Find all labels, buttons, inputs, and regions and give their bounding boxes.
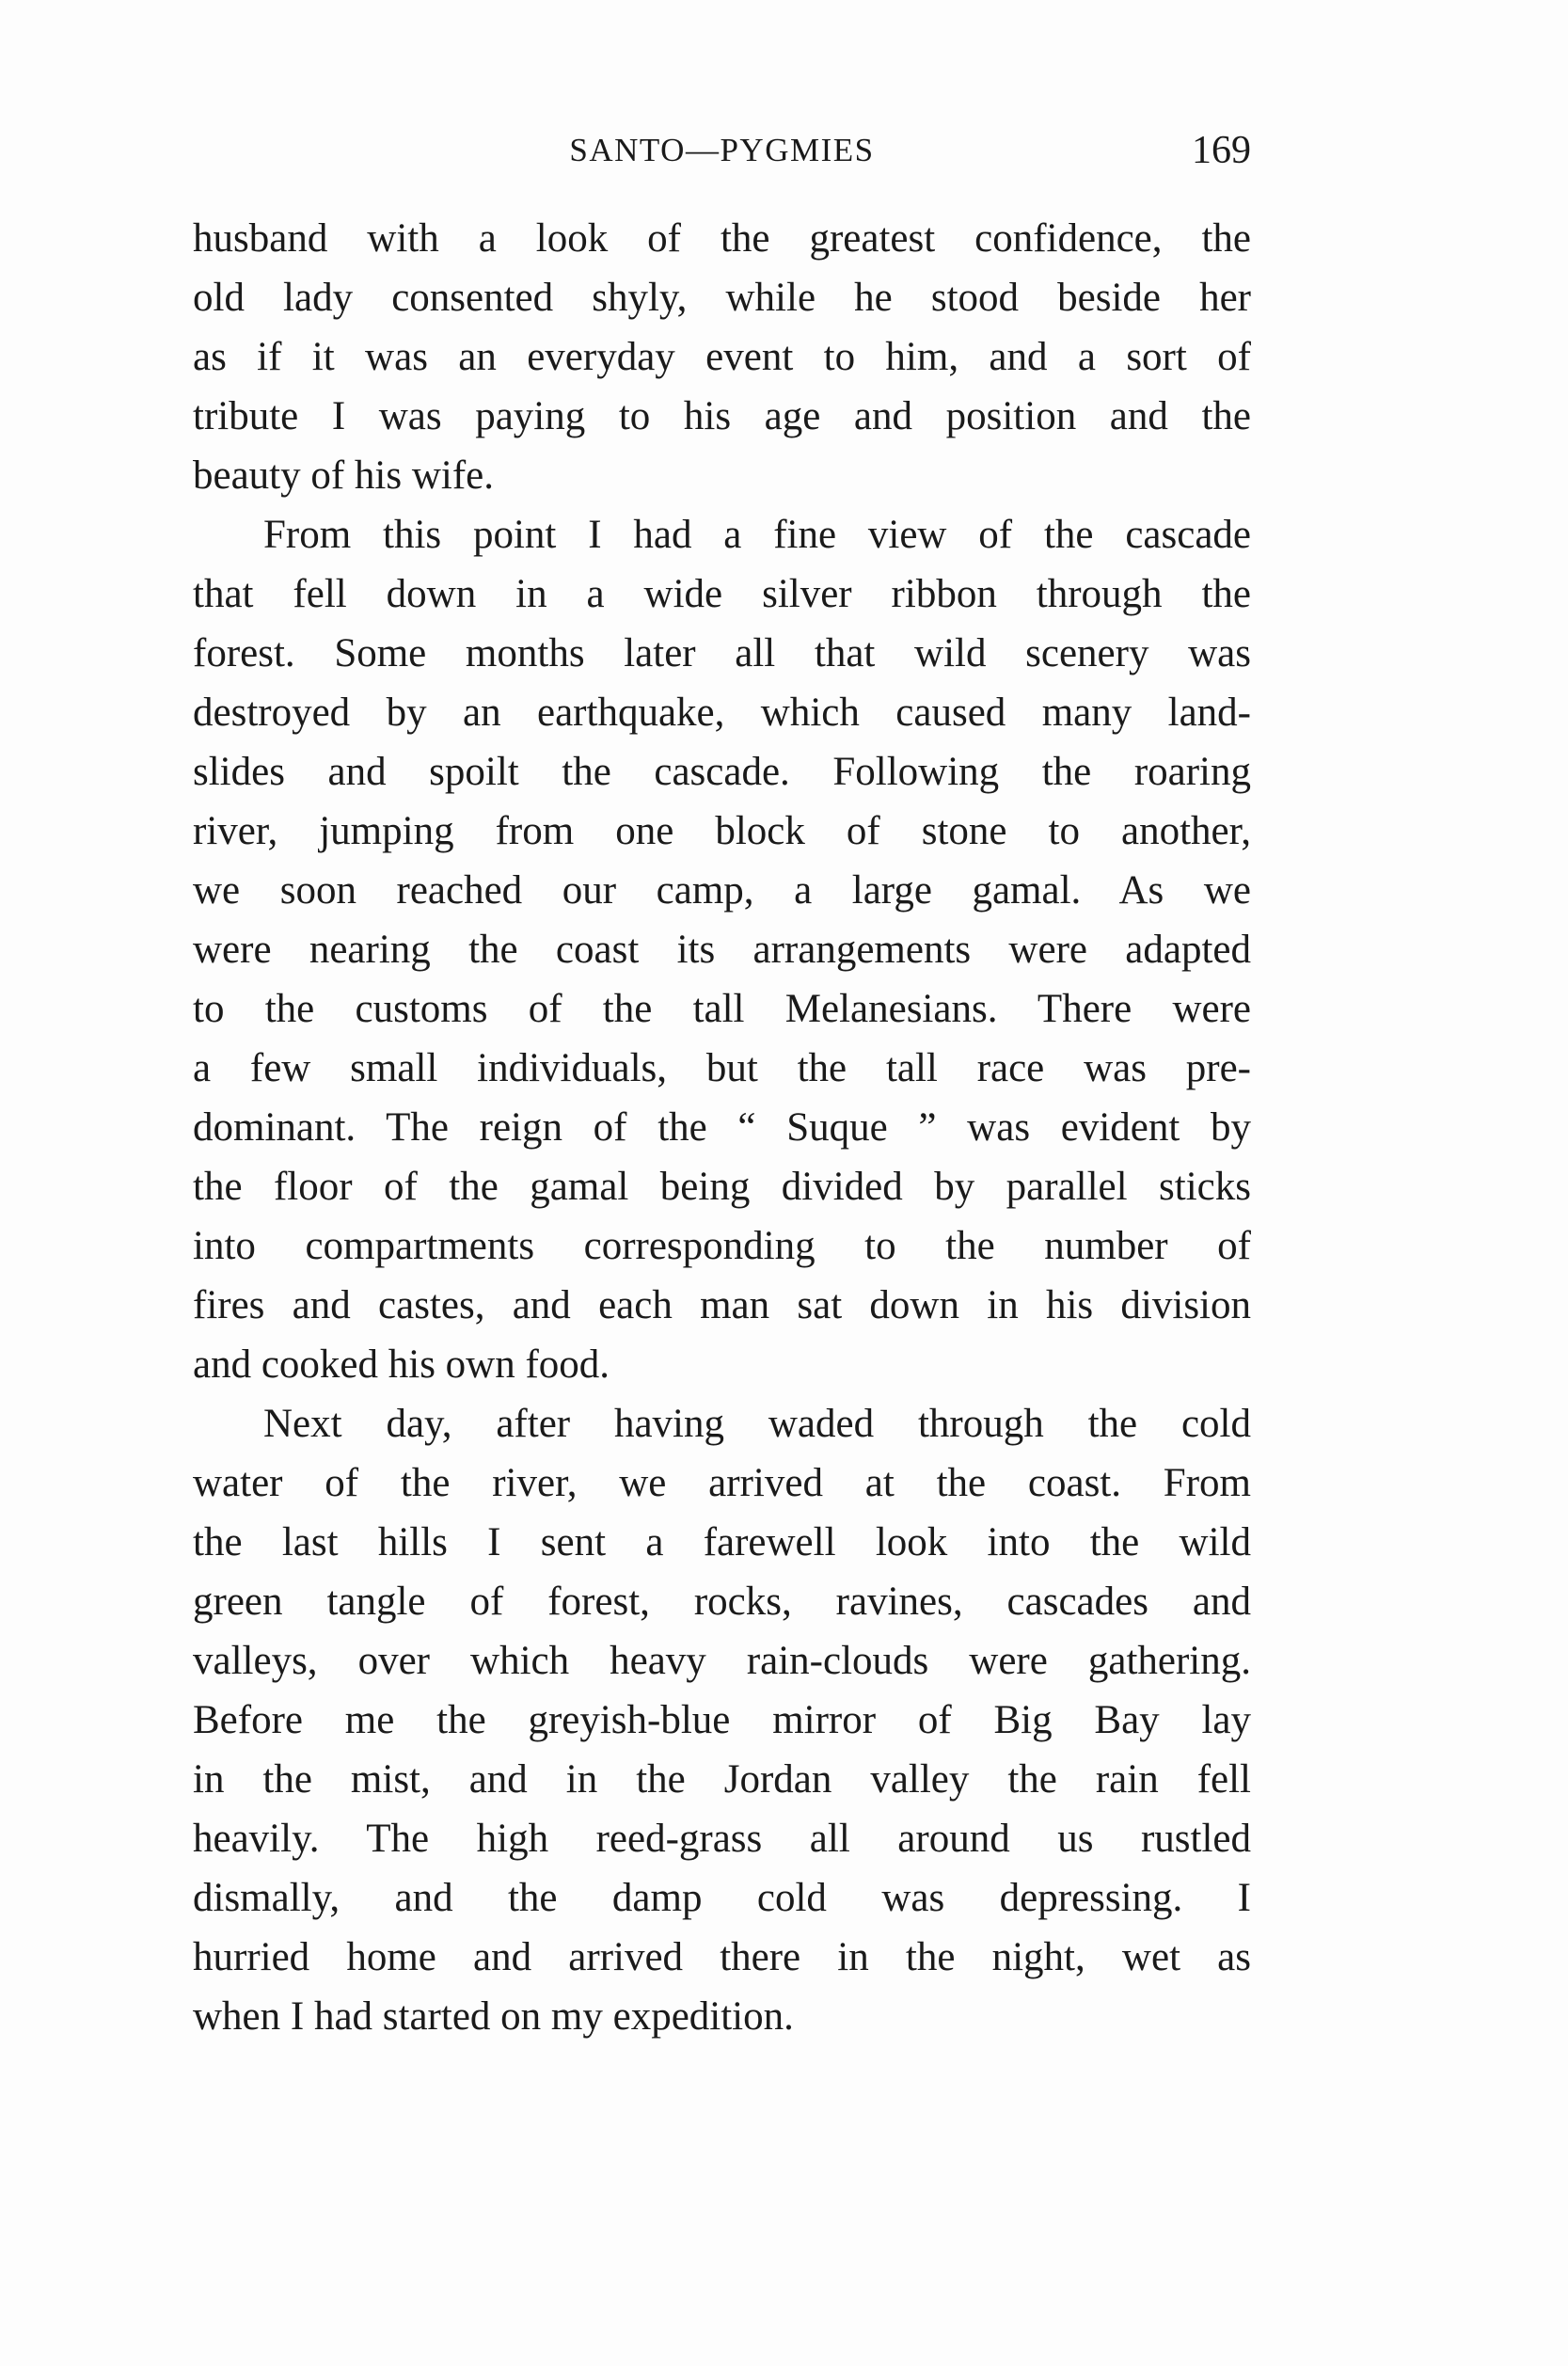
text-line: husband with a look of the greatest confidence, the xyxy=(193,216,1251,261)
text-line: as if it was an everyday event to him, and a sort of xyxy=(193,335,1251,379)
page-number: 169 xyxy=(1192,129,1251,172)
body-text xyxy=(193,209,1251,2046)
running-head xyxy=(193,122,1251,179)
text-line: beauty of his wife. xyxy=(193,453,495,498)
text-line: heavily. The high reed-grass all around us rustled xyxy=(193,1817,1251,1861)
text-line: water of the river, we arrived at the coast. From xyxy=(193,1461,1251,1505)
text-line: and cooked his own food. xyxy=(193,1342,610,1387)
text-line: a few small individuals, but the tall race was pre- xyxy=(193,1046,1251,1090)
text-line: the floor of the gamal being divided by parallel sticks xyxy=(193,1165,1251,1209)
paragraph-2 xyxy=(193,505,1251,1394)
text-line: we soon reached our camp, a large gamal. As we xyxy=(193,868,1251,913)
text-line: hurried home and arrived there in the night, wet as xyxy=(193,1935,1251,1979)
text-line: dismally, and the damp cold was depressing. I xyxy=(193,1876,1251,1920)
text-line: old lady consented shyly, while he stood beside her xyxy=(193,276,1251,320)
text-line: Before me the greyish-blue mirror of Big Bay lay xyxy=(193,1698,1251,1742)
running-title: SANTO—PYGMIES xyxy=(569,132,875,168)
text-line: green tangle of forest, rocks, ravines, cascades and xyxy=(193,1580,1251,1624)
text-line: forest. Some months later all that wild scenery was xyxy=(193,631,1251,675)
text-line: slides and spoilt the cascade. Following the roaring xyxy=(193,750,1251,794)
text-line: river, jumping from one block of stone to another, xyxy=(193,809,1251,853)
text-line: tribute I was paying to his age and position and the xyxy=(193,394,1251,438)
text-line: From this point I had a fine view of the cascade xyxy=(263,513,1251,557)
text-line: valleys, over which heavy rain-clouds were gathering. xyxy=(193,1639,1251,1683)
text-line: the last hills I sent a farewell look into the wild xyxy=(193,1520,1251,1564)
text-line: dominant. The reign of the “ Suque ” was evident by xyxy=(193,1105,1251,1150)
paragraph-1 xyxy=(193,209,1251,505)
text-line: fires and castes, and each man sat down in his division xyxy=(193,1283,1251,1327)
text-line: Next day, after having waded through the cold xyxy=(263,1402,1251,1446)
paragraph-3 xyxy=(193,1394,1251,2046)
text-line: into compartments corresponding to the number of xyxy=(193,1224,1251,1268)
text-line: were nearing the coast its arrangements were adapted xyxy=(193,928,1251,972)
text-line: to the customs of the tall Melanesians. There were xyxy=(193,987,1251,1031)
text-line: that fell down in a wide silver ribbon through the xyxy=(193,572,1251,616)
text-line: destroyed by an earthquake, which caused many land- xyxy=(193,691,1251,735)
text-line: when I had started on my expedition. xyxy=(193,1994,794,2039)
text-line: in the mist, and in the Jordan valley the rain fell xyxy=(193,1757,1251,1802)
